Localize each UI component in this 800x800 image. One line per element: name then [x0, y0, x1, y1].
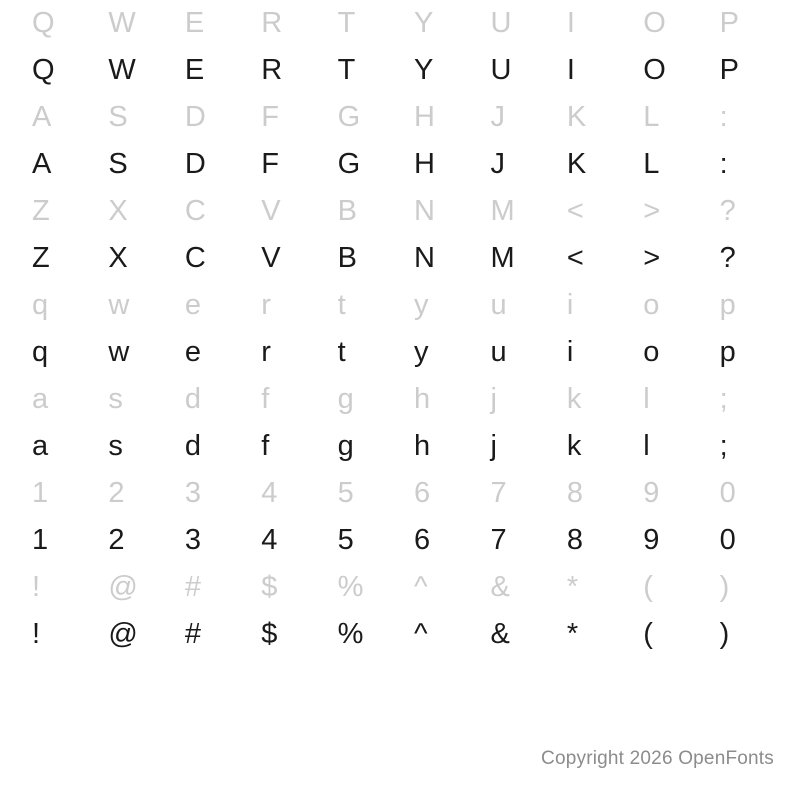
- glyph-cell: B: [337, 242, 357, 274]
- glyph-row: [18, 564, 782, 611]
- glyph-cell: Y: [414, 54, 434, 86]
- glyph-cell: >: [643, 242, 661, 274]
- glyph-cell: P: [719, 54, 739, 86]
- glyph-cell: 3: [184, 477, 201, 509]
- glyph-cell: V: [261, 195, 281, 227]
- glyph-cell: O: [643, 54, 666, 86]
- glyph-cell: a: [32, 383, 49, 415]
- glyph-cell: *: [566, 571, 579, 603]
- glyph-cell: G: [337, 148, 361, 180]
- glyph-cell: 9: [643, 524, 660, 556]
- glyph-cell: W: [108, 54, 136, 86]
- glyph-cell: K: [566, 101, 587, 133]
- glyph-cell: 8: [566, 477, 583, 509]
- glyph-cell: s: [108, 430, 123, 462]
- glyph-cell: U: [490, 7, 512, 39]
- glyph-cell: C: [184, 195, 206, 227]
- glyph-row: [18, 141, 782, 188]
- glyph-cell: D: [184, 101, 206, 133]
- glyph-cell: ?: [719, 195, 736, 227]
- glyph-cell: $: [261, 571, 278, 603]
- glyph-cell: !: [32, 618, 41, 650]
- glyph-cell: H: [414, 101, 435, 133]
- glyph-cell: 2: [108, 524, 125, 556]
- glyph-cell: f: [261, 430, 270, 462]
- glyph-cell: i: [566, 289, 574, 321]
- glyph-cell: &: [490, 618, 510, 650]
- glyph-cell: 1: [32, 524, 49, 556]
- glyph-cell: 8: [566, 524, 583, 556]
- glyph-cell: *: [566, 618, 579, 650]
- glyph-cell: B: [337, 195, 357, 227]
- glyph-cell: 9: [643, 477, 660, 509]
- glyph-cell: $: [261, 618, 278, 650]
- glyph-cell: 3: [184, 524, 201, 556]
- glyph-cell: I: [566, 7, 575, 39]
- glyph-cell: 4: [261, 524, 278, 556]
- glyph-cell: H: [414, 148, 435, 180]
- glyph-cell: l: [643, 383, 650, 415]
- glyph-cell: P: [719, 7, 739, 39]
- glyph-cell: W: [108, 7, 136, 39]
- glyph-cell: L: [643, 148, 660, 180]
- glyph-cell: R: [261, 7, 283, 39]
- glyph-cell: %: [337, 618, 364, 650]
- glyph-row: [18, 376, 782, 423]
- glyph-row: [18, 517, 782, 564]
- glyph-cell: d: [184, 383, 201, 415]
- glyph-cell: Q: [32, 7, 55, 39]
- glyph-cell: w: [108, 336, 130, 368]
- glyph-cell: #: [184, 618, 201, 650]
- glyph-cell: T: [337, 7, 356, 39]
- glyph-cell: h: [414, 430, 431, 462]
- glyph-cell: ^: [414, 571, 428, 603]
- glyph-cell: N: [414, 242, 435, 274]
- glyph-cell: <: [566, 242, 584, 274]
- glyph-cell: M: [490, 195, 515, 227]
- glyph-row: [18, 282, 782, 329]
- glyph-cell: k: [566, 383, 582, 415]
- glyph-cell: A: [32, 148, 52, 180]
- glyph-cell: g: [337, 383, 354, 415]
- glyph-cell: t: [337, 289, 346, 321]
- glyph-cell: C: [184, 242, 206, 274]
- glyph-cell: a: [32, 430, 49, 462]
- glyph-cell: O: [643, 7, 666, 39]
- glyph-cell: o: [643, 336, 660, 368]
- glyph-cell: 1: [32, 477, 49, 509]
- glyph-cell: 5: [337, 477, 354, 509]
- glyph-cell: y: [414, 289, 429, 321]
- glyph-cell: ;: [719, 430, 728, 462]
- glyph-cell: S: [108, 101, 128, 133]
- glyph-cell: e: [184, 336, 201, 368]
- glyph-cell: y: [414, 336, 429, 368]
- glyph-cell: 7: [490, 524, 507, 556]
- glyph-cell: L: [643, 101, 660, 133]
- glyph-cell: p: [719, 336, 736, 368]
- glyph-cell: :: [719, 101, 728, 133]
- glyph-cell: N: [414, 195, 435, 227]
- glyph-cell: Z: [32, 195, 50, 227]
- glyph-cell: #: [184, 571, 201, 603]
- glyph-row: [18, 423, 782, 470]
- glyph-cell: (: [643, 571, 653, 603]
- glyph-cell: t: [337, 336, 346, 368]
- glyph-cell: &: [490, 571, 510, 603]
- glyph-cell: 4: [261, 477, 278, 509]
- copyright-notice: Copyright 2026 OpenFonts: [541, 748, 774, 769]
- glyph-cell: u: [490, 336, 507, 368]
- glyph-cell: 5: [337, 524, 354, 556]
- glyph-cell: <: [566, 195, 584, 227]
- glyph-cell: F: [261, 148, 279, 180]
- glyph-cell: j: [490, 383, 497, 415]
- glyph-cell: J: [490, 101, 505, 133]
- glyph-cell: r: [261, 336, 271, 368]
- glyph-cell: f: [261, 383, 270, 415]
- glyph-cell: J: [490, 148, 505, 180]
- glyph-cell: i: [566, 336, 574, 368]
- glyph-row: [18, 329, 782, 376]
- glyph-cell: 2: [108, 477, 125, 509]
- glyph-cell: o: [643, 289, 660, 321]
- glyph-cell: R: [261, 54, 283, 86]
- glyph-cell: Q: [32, 54, 55, 86]
- glyph-cell: d: [184, 430, 201, 462]
- glyph-cell: u: [490, 289, 507, 321]
- glyph-cell: q: [32, 336, 49, 368]
- glyph-cell: G: [337, 101, 361, 133]
- glyph-row: [18, 47, 782, 94]
- glyph-cell: ): [719, 571, 730, 603]
- glyph-cell: D: [184, 148, 206, 180]
- glyph-cell: s: [108, 383, 123, 415]
- glyph-cell: K: [566, 148, 587, 180]
- glyph-row: [18, 188, 782, 235]
- glyph-cell: q: [32, 289, 49, 321]
- glyph-cell: T: [337, 54, 356, 86]
- glyph-cell: %: [337, 571, 364, 603]
- glyph-cell: w: [108, 289, 130, 321]
- glyph-cell: !: [32, 571, 41, 603]
- glyph-cell: Y: [414, 7, 434, 39]
- glyph-cell: A: [32, 101, 52, 133]
- glyph-cell: I: [566, 54, 575, 86]
- glyph-cell: :: [719, 148, 728, 180]
- glyph-cell: E: [184, 54, 205, 86]
- glyph-cell: (: [643, 618, 653, 650]
- glyph-cell: X: [108, 195, 128, 227]
- glyph-cell: e: [184, 289, 201, 321]
- glyph-cell: E: [184, 7, 205, 39]
- glyph-row: [18, 611, 782, 658]
- glyph-cell: 0: [719, 524, 736, 556]
- glyph-cell: h: [414, 383, 431, 415]
- glyph-cell: 0: [719, 477, 736, 509]
- glyph-row: [18, 235, 782, 282]
- glyph-cell: X: [108, 242, 128, 274]
- glyph-cell: F: [261, 101, 279, 133]
- glyph-cell: 6: [414, 524, 431, 556]
- glyph-cell: V: [261, 242, 281, 274]
- glyph-cell: p: [719, 289, 736, 321]
- glyph-row: [18, 470, 782, 517]
- glyph-row: [18, 0, 782, 47]
- glyph-cell: S: [108, 148, 128, 180]
- glyph-cell: ): [719, 618, 730, 650]
- glyph-cell: j: [490, 430, 497, 462]
- glyph-cell: r: [261, 289, 271, 321]
- glyph-cell: 6: [414, 477, 431, 509]
- glyph-cell: ?: [719, 242, 736, 274]
- glyph-cell: ^: [414, 618, 428, 650]
- glyph-cell: M: [490, 242, 515, 274]
- glyph-cell: Z: [32, 242, 50, 274]
- glyph-cell: ;: [719, 383, 728, 415]
- glyph-cell: @: [108, 571, 138, 603]
- glyph-cell: U: [490, 54, 512, 86]
- glyph-cell: g: [337, 430, 354, 462]
- glyph-cell: k: [566, 430, 582, 462]
- glyph-cell: 7: [490, 477, 507, 509]
- glyph-row: [18, 94, 782, 141]
- glyph-cell: @: [108, 618, 138, 650]
- glyph-cell: l: [643, 430, 650, 462]
- glyph-cell: >: [643, 195, 661, 227]
